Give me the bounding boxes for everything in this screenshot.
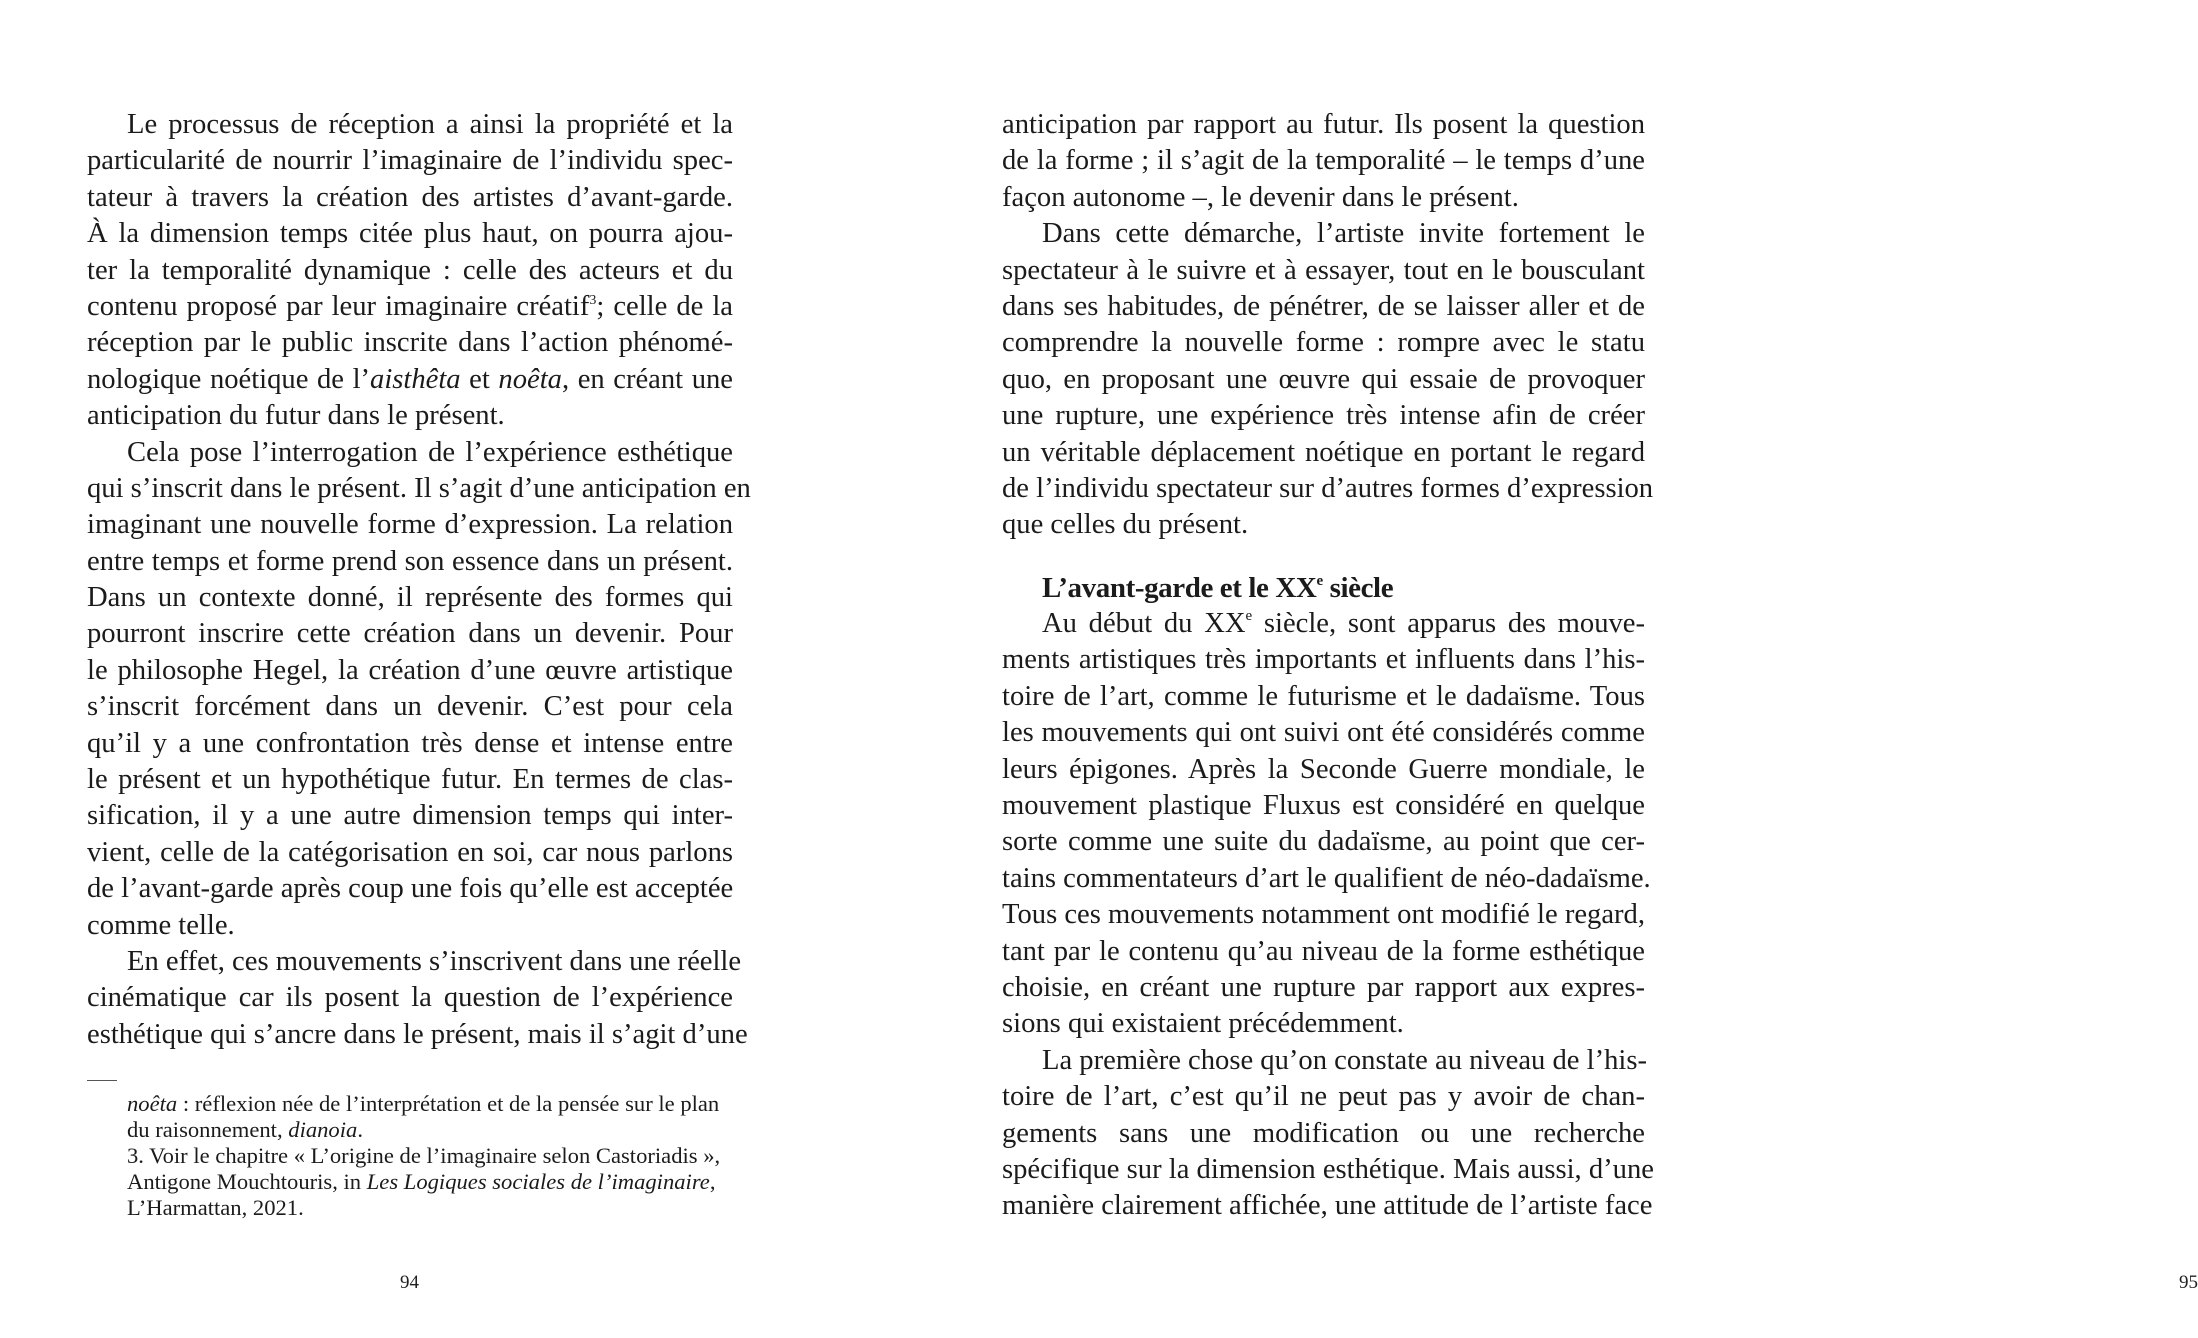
text-line: Tous ces mouvements notamment ont modifié le regard, (1002, 899, 1645, 931)
text-line: de l’avant-garde après coup une fois qu’elle est acceptée (87, 873, 734, 905)
footnote-line (127, 1117, 737, 1143)
footnote-reference: 3 (589, 292, 597, 308)
text-line: le philosophe Hegel, la création d’une œuvre artistique (87, 654, 733, 686)
text-span: ; celle de la (596, 290, 733, 322)
text-span: du raisonnement, (127, 1117, 289, 1142)
text-line: un véritable déplacement noétique en portant le regard (1002, 436, 1645, 468)
section-heading (1002, 570, 1645, 606)
text-line: sions qui existaient précédemment. (1002, 1008, 1404, 1040)
text-line: cinématique car ils posent la question de l’expérience (87, 982, 733, 1014)
text-line: ter la temporalité dynamique : celle des acteurs et du (87, 254, 733, 286)
footnote-line: L’Harmattan, 2021. (127, 1195, 304, 1220)
text-span: siècle (1322, 571, 1394, 604)
text-line: dans ses habitudes, de pénétrer, de se laisser aller et de (1002, 290, 1645, 322)
text-line: toire de l’art, comme le futurisme et le dadaïsme. Tous (1002, 680, 1645, 712)
text-line: vient, celle de la catégorisation en soi, car nous parlons (87, 836, 733, 868)
text-span: et (460, 363, 499, 395)
text-line: que celles du présent. (1002, 509, 1249, 541)
text-span: Au début du XX (1042, 608, 1246, 640)
text-line (1002, 606, 1645, 642)
page-number: 95 (2179, 1272, 2198, 1293)
text-line: comprendre la nouvelle forme : rompre avec le statu (1002, 327, 1645, 359)
text-span: , (709, 1169, 716, 1194)
text-line (87, 362, 733, 398)
italic-term: aisthêta (370, 363, 461, 395)
text-line: mouvement plastique Fluxus est considéré en quelque (1002, 790, 1645, 822)
text-line: anticipation par rapport au futur. Ils posent la question (1002, 109, 1645, 140)
text-line: spectateur à le suivre et à essayer, tout en le bousculant (1002, 254, 1645, 286)
paragraph (1002, 216, 1654, 544)
paragraph (1002, 1043, 1654, 1225)
text-span: siècle, sont apparus des mouve- (1252, 608, 1646, 640)
book-title: Les Logiques sociales de l’imaginaire (366, 1169, 710, 1194)
text-line: Cela pose l’interrogation de l’expérience esthétique (127, 436, 733, 468)
text-line: façon autonome –, le devenir dans le présent. (1002, 181, 1519, 213)
text-line: Le processus de réception a ainsi la propriété et la (127, 109, 733, 140)
text-line: tains commentateurs d’art le qualifient de néo-dadaïsme. (1002, 862, 1651, 894)
text-line: de l’individu spectateur sur d’autres formes d’expression (1002, 472, 1654, 504)
text-line: Dans un contexte donné, il représente des formes qui (87, 582, 733, 614)
text-span: , en créant une (561, 363, 733, 395)
text-line: toire de l’art, c’est qu’il ne peut pas y avoir de chan- (1002, 1081, 1645, 1113)
text-line: de la forme ; il s’agit de la temporalité – le temps d’une (1002, 145, 1645, 177)
text-line: comme telle. (87, 909, 235, 941)
text-line: particularité de nourrir l’imaginaire de l’individu spec- (87, 145, 733, 177)
text-line: le présent et un hypothétique futur. En termes de clas- (87, 764, 733, 796)
text-line: spécifique sur la dimension esthétique. Mais aussi, d’une (1002, 1153, 1654, 1185)
text-span: : réflexion née de l’interprétation et de la pensée sur le plan (177, 1091, 720, 1116)
text-span: contenu proposé par leur imaginaire créatif (87, 290, 590, 322)
text-line: qu’il y a une confrontation très dense et intense entre (87, 727, 733, 759)
text-line: ments artistiques très importants et influents dans l’his- (1002, 644, 1645, 676)
italic-term: dianoia (288, 1117, 358, 1142)
paragraph (1002, 606, 1651, 1043)
page-number: 94 (400, 1272, 419, 1293)
section-spacing (1002, 544, 1645, 570)
text-line: une rupture, une expérience très intense afin de créer (1002, 400, 1645, 432)
footnote-line: 3. Voir le chapitre « L’origine de l’imaginaire selon Castoriadis », (127, 1143, 721, 1168)
text-line: leurs épigones. Après la Seconde Guerre mondiale, le (1002, 753, 1645, 785)
text-line: manière clairement affichée, une attitude de l’artiste face (1002, 1190, 1653, 1222)
left-page (0, 0, 866, 1338)
text-span: L’avant-garde et le XX (1042, 571, 1317, 604)
right-page-body (1002, 107, 1654, 1225)
italic-term: noêta (127, 1091, 178, 1116)
text-line: À la dimension temps citée plus haut, on pourra ajou- (87, 218, 733, 250)
paragraph (87, 107, 733, 435)
text-line (87, 289, 733, 325)
footnotes (127, 1091, 737, 1221)
text-line: réception par le public inscrite dans l’action phénomé- (87, 327, 733, 359)
footnote-separator (87, 1080, 117, 1081)
right-page (866, 0, 2198, 1338)
text-line: entre temps et forme prend son essence dans un présent. (87, 545, 733, 577)
text-line: anticipation du futur dans le présent. (87, 400, 505, 432)
superscript: e (1316, 572, 1323, 589)
text-line: choisie, en créant une rupture par rapport aux expres- (1002, 971, 1645, 1003)
text-line: qui s’inscrit dans le présent. Il s’agit d’une anticipation en (87, 472, 751, 504)
italic-term: noêta (498, 363, 562, 395)
left-page-body (87, 107, 751, 1053)
text-line: tant par le contenu qu’au niveau de la forme esthétique (1002, 935, 1645, 967)
text-line: imaginant une nouvelle forme d’expression. La relation (87, 509, 733, 541)
text-line: sification, il y a une autre dimension temps qui inter- (87, 800, 733, 832)
paragraph (87, 944, 748, 1053)
text-line: les mouvements qui ont suivi ont été considérés comme (1002, 717, 1645, 749)
superscript: e (1245, 608, 1253, 625)
text-line: sorte comme une suite du dadaïsme, au point que cer- (1002, 826, 1645, 858)
text-line: tateur à travers la création des artistes d’avant-garde. (87, 181, 733, 213)
text-line: esthétique qui s’ancre dans le présent, mais il s’agit d’une (87, 1018, 748, 1050)
text-line: La première chose qu’on constate au niveau de l’his- (1042, 1044, 1647, 1076)
paragraph (87, 435, 751, 944)
text-span: Antigone Mouchtouris, in (127, 1169, 367, 1194)
text-span: nologique noétique de l’ (87, 363, 371, 395)
text-line: pourront inscrire cette création dans un devenir. Pour (87, 618, 733, 650)
text-line: s’inscrit forcément dans un devenir. C’est pour cela (87, 691, 733, 723)
text-line: Dans cette démarche, l’artiste invite fortement le (1042, 218, 1645, 250)
paragraph (1002, 107, 1645, 216)
text-span: . (357, 1117, 363, 1142)
footnote-line (127, 1091, 737, 1117)
text-line: En effet, ces mouvements s’inscrivent dans une réelle (127, 945, 742, 977)
text-line: gements sans une modification ou une recherche (1002, 1117, 1645, 1149)
text-line: quo, en proposant une œuvre qui essaie de provoquer (1002, 363, 1645, 395)
footnote-line (127, 1169, 737, 1195)
